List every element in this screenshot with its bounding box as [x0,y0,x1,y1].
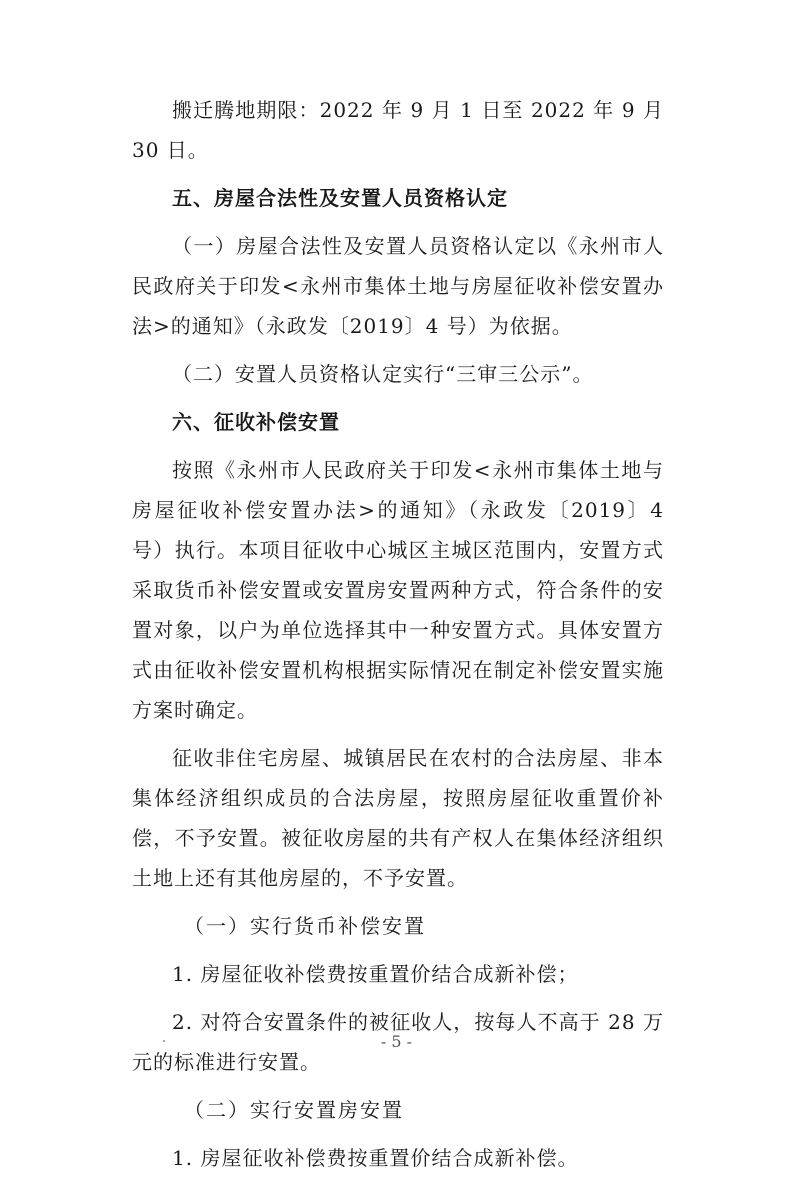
section-6-paragraph-2: 征收非住宅房屋、城镇居民在农村的合法房屋、非本集体经济组织成员的合法房屋，按照房屋征收重置价补偿，不予安置。被征收房屋的共有产权人在集体经济组织土地上还有其他房屋的，不予安置。 [132,746,664,890]
page-number: - 5 - [380,1032,413,1051]
section-6-heading: 六、征收补偿安置 [172,410,340,434]
monetary-item-1: 1. 房屋征收补偿费按重置价结合成新补偿； [172,962,579,986]
section-5-paragraph-1: （一）房屋合法性及安置人员资格认定以《永州市人民政府关于印发<永州市集体土地与房屋征收补偿安置办法>的通知》（永政发〔2019〕4 号）为依据。 [132,234,664,338]
subsection-housing-title: （二）实行安置房安置 [184,1098,404,1122]
section-5-heading: 五、房屋合法性及安置人员资格认定 [172,186,508,210]
section-6-paragraph-1: 按照《永州市人民政府关于印发<永州市集体土地与房屋征收补偿安置办法>的通知》（永政发〔2019〕4 号）执行。本项目征收中心城区主城区范围内，安置方式采取货币补偿安置或安置房安置两种方式，符合条件的安置对象，以户为单位选择其中一种安置方式。具体安置方式由征收补偿安置机构根据实际情况在制定补偿安置实施方案时确定。 [132,458,664,722]
document-body [132,90,664,1178]
deadline-line: 搬迁腾地期限：2022 年 9 月 1 日至 2022 年 9 月 30 日。 [132,98,664,162]
housing-item-1: 1. 房屋征收补偿费按重置价结合成新补偿。 [172,1146,579,1170]
section-5-paragraph-2: （二）安置人员资格认定实行“三审三公示”。 [172,362,594,386]
subsection-monetary-title: （一）实行货币补偿安置 [184,914,426,938]
monetary-item-2: 2. 对符合安置条件的被征收人，按每人不高于 28 万元的标准进行安置。 [132,1010,664,1074]
